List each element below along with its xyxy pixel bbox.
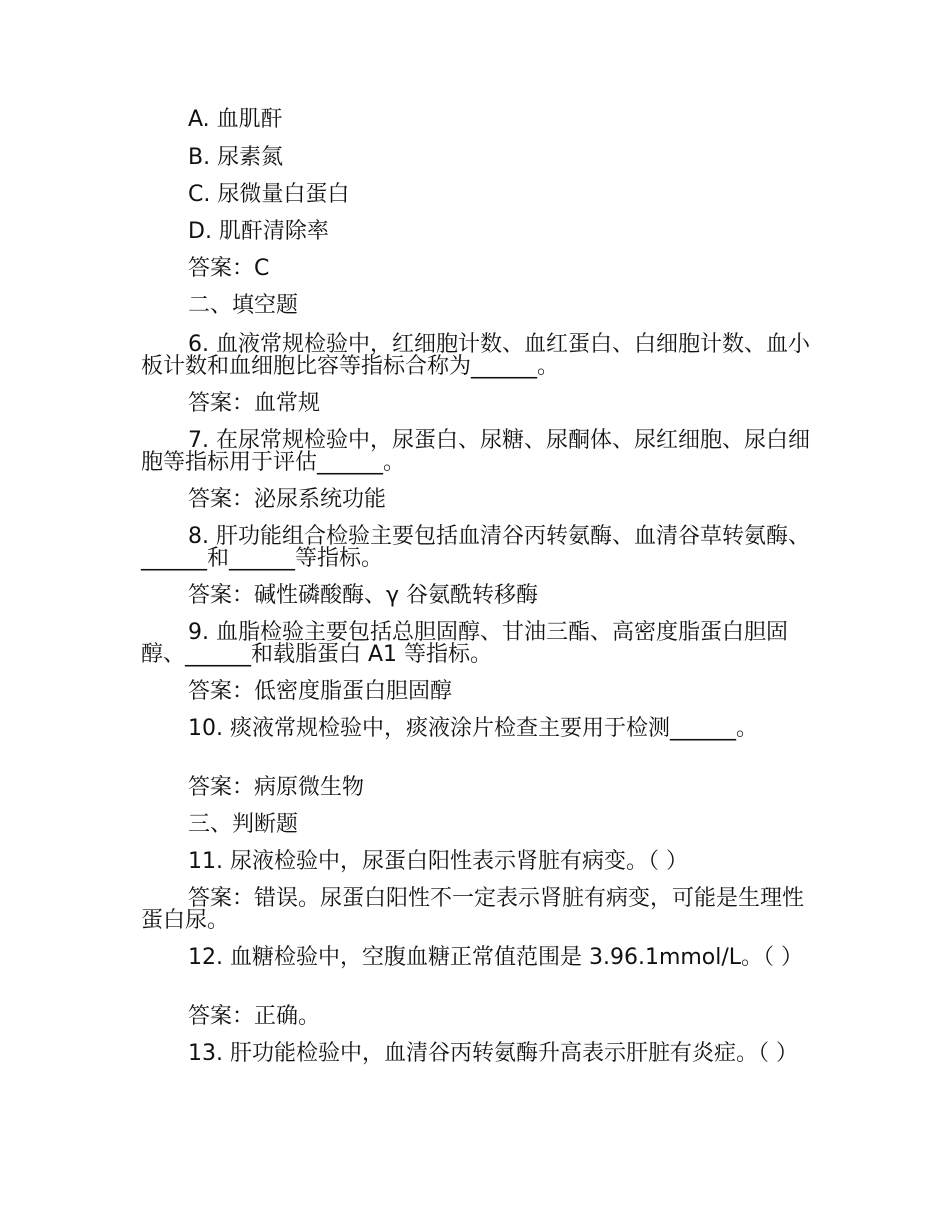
answer-5: 答案：C (188, 256, 270, 281)
option-d: D. 肌酐清除率 (188, 219, 329, 244)
question-7: 7. 在尿常规检验中，尿蛋白、尿糖、尿酮体、尿红细胞、尿白细胞等指标用于评估______。 (141, 428, 810, 475)
answer-6: 答案：血常规 (188, 391, 321, 416)
section-fill-blank: 二、填空题 (188, 293, 299, 318)
option-b: B. 尿素氮 (188, 145, 284, 170)
question-12: 12. 血糖检验中，空腹血糖正常值范围是 3.96.1mmol/L。（ ） (188, 945, 804, 970)
answer-12: 答案：正确。 (188, 1004, 321, 1029)
answer-9: 答案：低密度脂蛋白胆固醇 (188, 679, 453, 704)
question-6: 6. 血液常规检验中，红细胞计数、血红蛋白、白细胞计数、血小板计数和血细胞比容等指标合称为______。 (141, 332, 810, 379)
option-c: C. 尿微量白蛋白 (188, 182, 350, 207)
question-13: 13. 肝功能检验中，血清谷丙转氨酶升高表示肝脏有炎症。（ ） (188, 1041, 798, 1066)
answer-7: 答案：泌尿系统功能 (188, 487, 387, 512)
question-8: 8. 肝功能组合检验主要包括血清谷丙转氨酶、血清谷草转氨酶、______和______等指标。 (141, 524, 810, 571)
question-10: 10. 痰液常规检验中，痰液涂片检查主要用于检测______。 (188, 716, 758, 741)
question-9: 9. 血脂检验主要包括总胆固醇、甘油三酯、高密度脂蛋白胆固醇、______和载脂蛋白 A1 等指标。 (141, 620, 788, 667)
option-a: A. 血肌酐 (188, 107, 283, 132)
question-11: 11. 尿液检验中，尿蛋白阳性表示肾脏有病变。（ ） (188, 849, 688, 874)
answer-8: 答案：碱性磷酸酶、γ 谷氨酰转移酶 (188, 583, 539, 608)
answer-11: 答案：错误。尿蛋白阳性不一定表示肾脏有病变，可能是生理性蛋白尿。 (141, 886, 805, 933)
section-true-false: 三、判断题 (188, 812, 299, 837)
answer-10: 答案：病原微生物 (188, 775, 365, 800)
